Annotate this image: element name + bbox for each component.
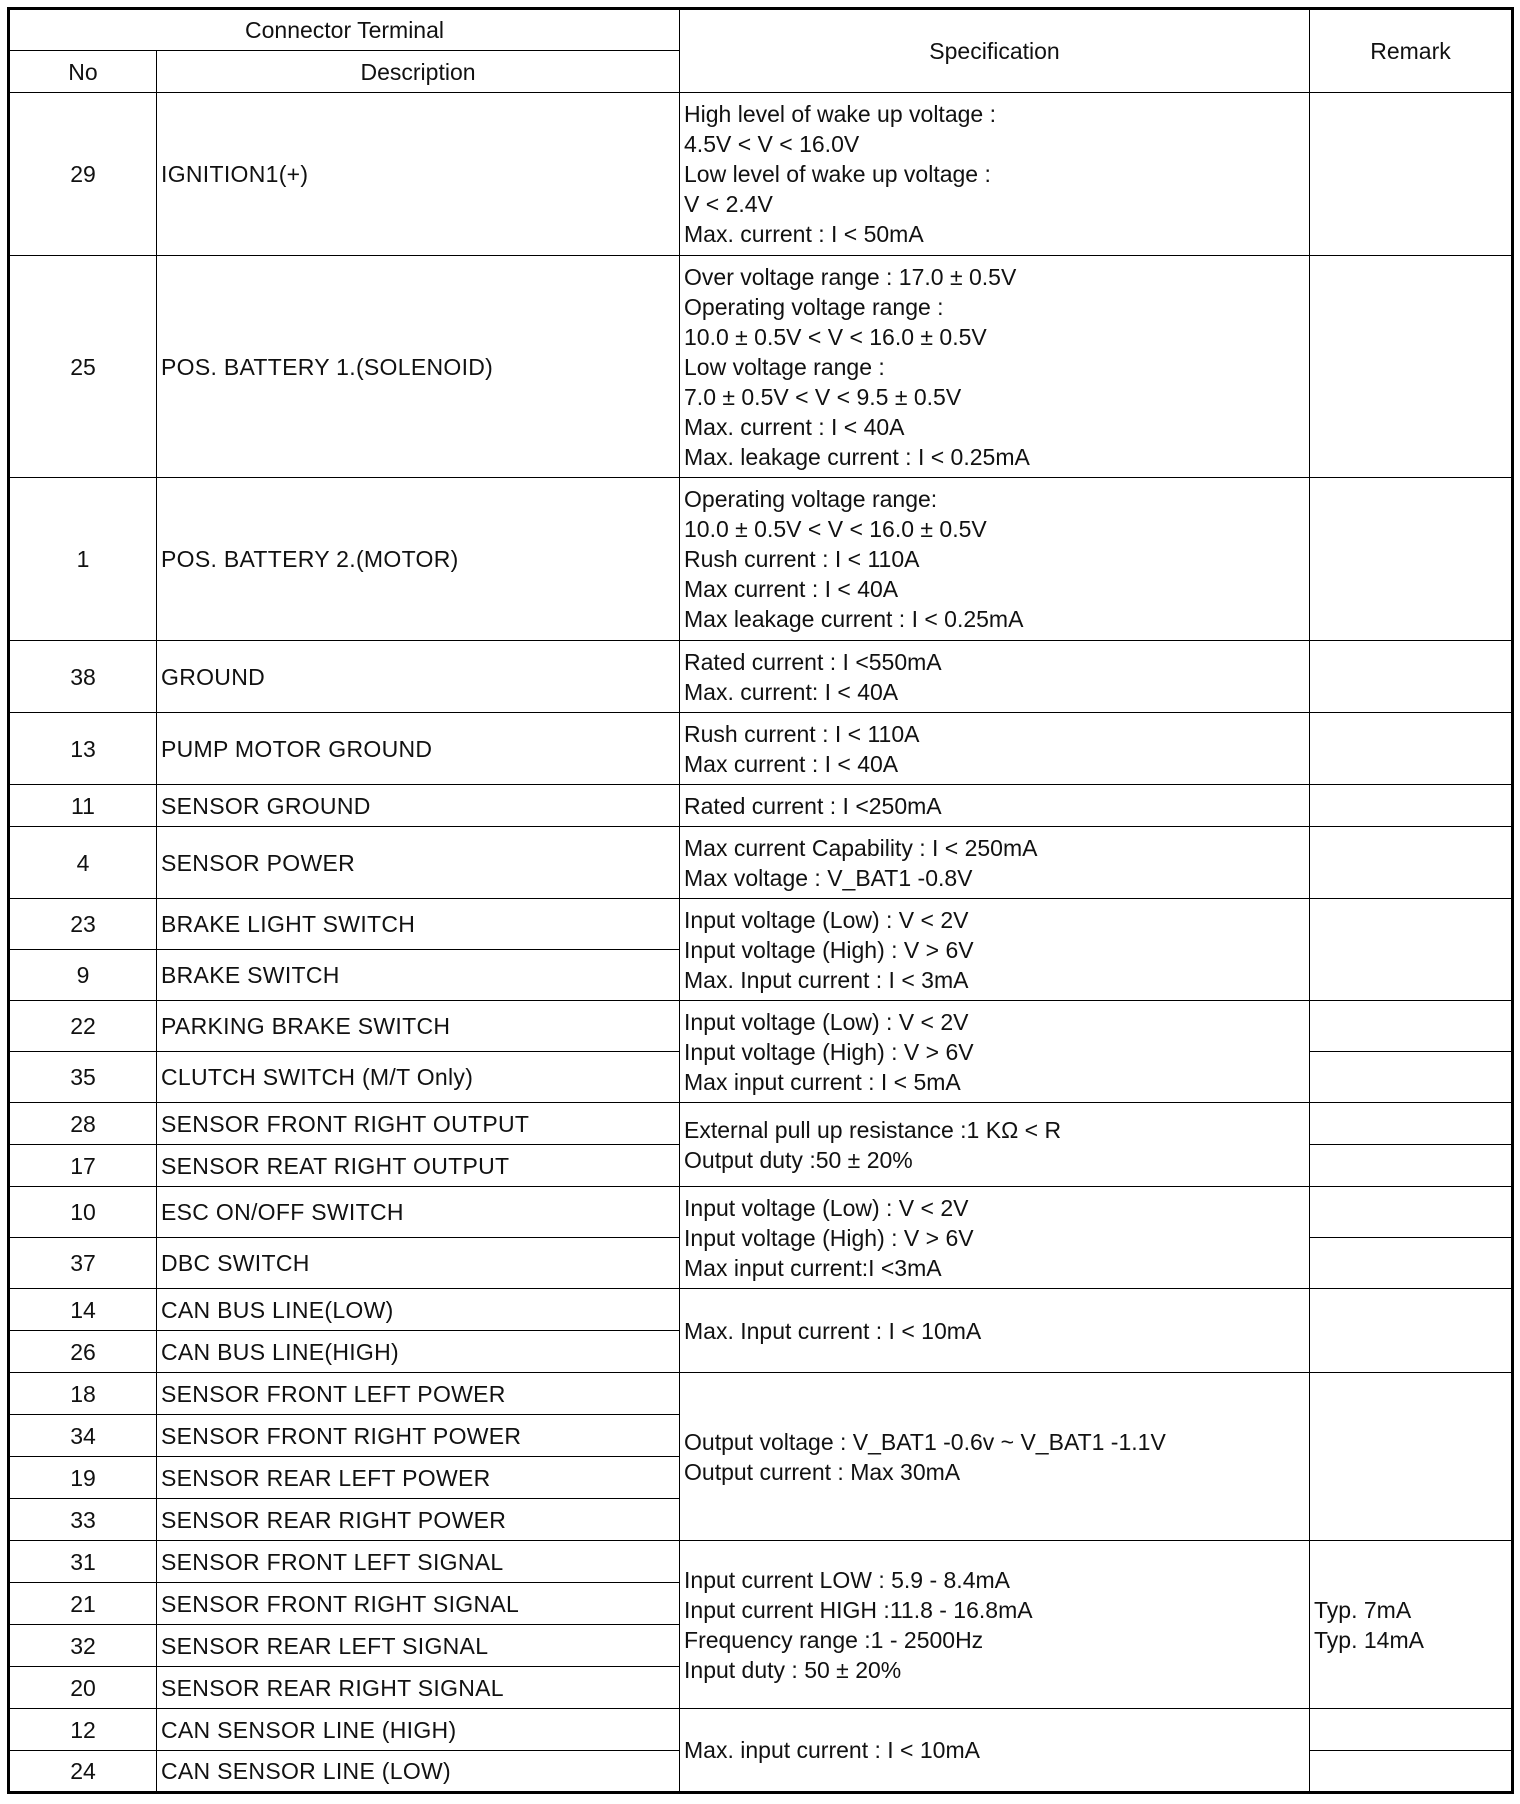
spec-cell xyxy=(680,1373,1310,1541)
pin-number: 23 xyxy=(9,899,157,950)
spec-line: Max leakage current : I < 0.25mA xyxy=(684,606,1024,632)
table-row xyxy=(9,641,1513,713)
spec-line: Max. current: I < 40A xyxy=(684,678,899,705)
spec-line: Input voltage (Low) : V < 2V xyxy=(684,1008,969,1035)
pin-number: 38 xyxy=(9,641,157,713)
connector-terminal-header: Connector Terminal xyxy=(9,9,680,51)
table-row xyxy=(9,1001,1513,1052)
table-row xyxy=(9,93,1513,256)
pin-description: PUMP MOTOR GROUND xyxy=(157,713,680,785)
spec-line: Input voltage (High) : V > 6V xyxy=(684,936,974,963)
spec-line: Input voltage (Low) : V < 2V xyxy=(684,1194,969,1221)
pin-description: IGNITION1(+) xyxy=(157,93,680,256)
remark-cell xyxy=(1310,1289,1513,1373)
spec-line: Input duty : 50 ± 20% xyxy=(684,1656,902,1683)
remark-cell xyxy=(1310,785,1513,827)
pin-description: ESC ON/OFF SWITCH xyxy=(157,1187,680,1238)
spec-line: Max. input current : I < 10mA xyxy=(684,1737,980,1763)
spec-cell xyxy=(680,1541,1310,1709)
remark-cell xyxy=(1310,1751,1513,1793)
spec-line: Over voltage range : 17.0 ± 0.5V xyxy=(684,263,1017,290)
pin-number: 4 xyxy=(9,827,157,899)
no-header: No xyxy=(9,51,157,93)
remark-cell xyxy=(1310,478,1513,641)
spec-line: Output duty :50 ± 20% xyxy=(684,1146,913,1173)
spec-line: 7.0 ± 0.5V < V < 9.5 ± 0.5V xyxy=(684,383,962,410)
table-row xyxy=(9,1541,1513,1583)
pin-number: 10 xyxy=(9,1187,157,1238)
remark-cell xyxy=(1310,713,1513,785)
spec-cell xyxy=(680,1289,1310,1373)
spec-line: 10.0 ± 0.5V < V < 16.0 ± 0.5V xyxy=(684,323,987,350)
spec-line: Rated current : I <550mA xyxy=(684,648,942,675)
pin-description: SENSOR REAR LEFT POWER xyxy=(157,1457,680,1499)
pin-description: SENSOR REAR LEFT SIGNAL xyxy=(157,1625,680,1667)
spec-line: Max current : I < 40A xyxy=(684,750,899,777)
pin-description: SENSOR REAR RIGHT POWER xyxy=(157,1499,680,1541)
remark-header: Remark xyxy=(1310,9,1513,93)
pin-number: 9 xyxy=(9,950,157,1001)
spec-line: Output current : Max 30mA xyxy=(684,1458,961,1485)
pin-number: 1 xyxy=(9,478,157,641)
remark-cell xyxy=(1310,641,1513,713)
pin-description: BRAKE SWITCH xyxy=(157,950,680,1001)
table-row xyxy=(9,1373,1513,1415)
remark-cell xyxy=(1310,1709,1513,1751)
pin-description: POS. BATTERY 1.(SOLENOID) xyxy=(157,256,680,478)
pin-number: 17 xyxy=(9,1145,157,1187)
spec-line: Max current : I < 40A xyxy=(684,576,899,602)
pin-number: 37 xyxy=(9,1238,157,1289)
pin-number: 25 xyxy=(9,256,157,478)
spec-line: Max. leakage current : I < 0.25mA xyxy=(684,443,1030,470)
remark-line: Typ. 14mA xyxy=(1314,1626,1424,1653)
remark-cell xyxy=(1310,256,1513,478)
spec-line: Low voltage range : xyxy=(684,353,885,380)
pin-description: POS. BATTERY 2.(MOTOR) xyxy=(157,478,680,641)
spec-line: Input voltage (High) : V > 6V xyxy=(684,1224,974,1251)
spec-line: Max input current:I <3mA xyxy=(684,1254,942,1281)
spec-line: Low level of wake up voltage : xyxy=(684,161,991,187)
spec-line: Rated current : I <250mA xyxy=(684,792,942,819)
pin-number: 12 xyxy=(9,1709,157,1751)
pin-number: 33 xyxy=(9,1499,157,1541)
description-header: Description xyxy=(157,51,680,93)
remark-line: Typ. 7mA xyxy=(1314,1596,1412,1623)
pin-description: CAN BUS LINE(LOW) xyxy=(157,1289,680,1331)
specification-header: Specification xyxy=(680,9,1310,93)
pin-description: SENSOR REAR RIGHT SIGNAL xyxy=(157,1667,680,1709)
remark-cell xyxy=(1310,827,1513,899)
spec-cell xyxy=(680,1709,1310,1793)
spec-line: Input voltage (High) : V > 6V xyxy=(684,1038,974,1065)
pin-number: 19 xyxy=(9,1457,157,1499)
spec-line: Rush current : I < 110A xyxy=(684,720,920,747)
pin-spec-sheet xyxy=(7,7,1511,1801)
table-row xyxy=(9,1103,1513,1145)
pin-description: CAN SENSOR LINE (HIGH) xyxy=(157,1709,680,1751)
pin-description: GROUND xyxy=(157,641,680,713)
pin-description: SENSOR FRONT RIGHT POWER xyxy=(157,1415,680,1457)
pin-description: SENSOR REAT RIGHT OUTPUT xyxy=(157,1145,680,1187)
remark-cell xyxy=(1310,1052,1513,1103)
table-row xyxy=(9,827,1513,899)
pin-description: SENSOR POWER xyxy=(157,827,680,899)
remark-cell xyxy=(1310,1001,1513,1052)
pin-number: 29 xyxy=(9,93,157,256)
pin-description: CAN BUS LINE(HIGH) xyxy=(157,1331,680,1373)
spec-line: 4.5V < V < 16.0V xyxy=(684,131,860,157)
remark-cell xyxy=(1310,1373,1513,1541)
spec-line: Max input current : I < 5mA xyxy=(684,1068,961,1095)
spec-cell xyxy=(680,899,1310,1001)
spec-line: Operating voltage range: xyxy=(684,486,938,512)
remark-cell xyxy=(1310,899,1513,1001)
pin-number: 22 xyxy=(9,1001,157,1052)
pin-number: 31 xyxy=(9,1541,157,1583)
pin-description: PARKING BRAKE SWITCH xyxy=(157,1001,680,1052)
pin-number: 32 xyxy=(9,1625,157,1667)
pin-number: 24 xyxy=(9,1751,157,1793)
spec-line: Input current HIGH :11.8 - 16.8mA xyxy=(684,1596,1033,1623)
pin-number: 11 xyxy=(9,785,157,827)
spec-cell xyxy=(680,713,1310,785)
pin-number: 35 xyxy=(9,1052,157,1103)
pin-description: SENSOR FRONT LEFT SIGNAL xyxy=(157,1541,680,1583)
spec-line: Max voltage : V_BAT1 -0.8V xyxy=(684,864,973,891)
pin-description: SENSOR FRONT LEFT POWER xyxy=(157,1373,680,1415)
remark-cell xyxy=(1310,1541,1513,1709)
spec-line: Input current LOW : 5.9 - 8.4mA xyxy=(684,1566,1010,1593)
pin-number: 28 xyxy=(9,1103,157,1145)
pin-description: CLUTCH SWITCH (M/T Only) xyxy=(157,1052,680,1103)
spec-line: 10.0 ± 0.5V < V < 16.0 ± 0.5V xyxy=(684,516,987,542)
pin-number: 21 xyxy=(9,1583,157,1625)
pin-description: CAN SENSOR LINE (LOW) xyxy=(157,1751,680,1793)
pin-number: 34 xyxy=(9,1415,157,1457)
pin-description: SENSOR GROUND xyxy=(157,785,680,827)
remark-cell xyxy=(1310,1145,1513,1187)
pin-number: 18 xyxy=(9,1373,157,1415)
spec-line: Max. current : I < 50mA xyxy=(684,221,924,247)
spec-line: Input voltage (Low) : V < 2V xyxy=(684,906,969,933)
remark-cell xyxy=(1310,1103,1513,1145)
pin-number: 26 xyxy=(9,1331,157,1373)
pin-number: 14 xyxy=(9,1289,157,1331)
remark-cell xyxy=(1310,93,1513,256)
spec-cell xyxy=(680,641,1310,713)
pin-description: DBC SWITCH xyxy=(157,1238,680,1289)
pin-description: SENSOR FRONT RIGHT OUTPUT xyxy=(157,1103,680,1145)
spec-line: External pull up resistance :1 KΩ < R xyxy=(684,1116,1062,1143)
spec-line: V < 2.4V xyxy=(684,191,773,217)
table-row xyxy=(9,713,1513,785)
spec-cell xyxy=(680,1103,1310,1187)
table-row xyxy=(9,899,1513,950)
spec-line: Frequency range :1 - 2500Hz xyxy=(684,1626,984,1653)
pin-number: 20 xyxy=(9,1667,157,1709)
table-row xyxy=(9,256,1513,478)
spec-line: Max. Input current : I < 3mA xyxy=(684,966,969,993)
spec-line: High level of wake up voltage : xyxy=(684,101,996,127)
pin-number: 13 xyxy=(9,713,157,785)
remark-cell xyxy=(1310,1238,1513,1289)
spec-cell xyxy=(680,827,1310,899)
table-row xyxy=(9,1187,1513,1238)
spec-cell xyxy=(680,256,1310,478)
table-row xyxy=(9,1289,1513,1331)
spec-cell xyxy=(680,478,1310,641)
spec-cell xyxy=(680,93,1310,256)
spec-line: Rush current : I < 110A xyxy=(684,546,920,572)
spec-line: Output voltage : V_BAT1 -0.6v ~ V_BAT1 -1.1V xyxy=(684,1428,1166,1455)
pin-description: BRAKE LIGHT SWITCH xyxy=(157,899,680,950)
spec-line: Max. current : I < 40A xyxy=(684,413,905,440)
spec-line: Max. Input current : I < 10mA xyxy=(684,1317,982,1344)
spec-cell xyxy=(680,1001,1310,1103)
spec-cell xyxy=(680,785,1310,827)
remark-cell xyxy=(1310,1187,1513,1238)
table-row xyxy=(9,1709,1513,1751)
table-row xyxy=(9,478,1513,641)
spec-line: Max current Capability : I < 250mA xyxy=(684,834,1038,861)
connector-pin-table xyxy=(7,7,1514,1794)
spec-cell xyxy=(680,1187,1310,1289)
pin-description: SENSOR FRONT RIGHT SIGNAL xyxy=(157,1583,680,1625)
table-row xyxy=(9,785,1513,827)
spec-line: Operating voltage range : xyxy=(684,293,944,320)
